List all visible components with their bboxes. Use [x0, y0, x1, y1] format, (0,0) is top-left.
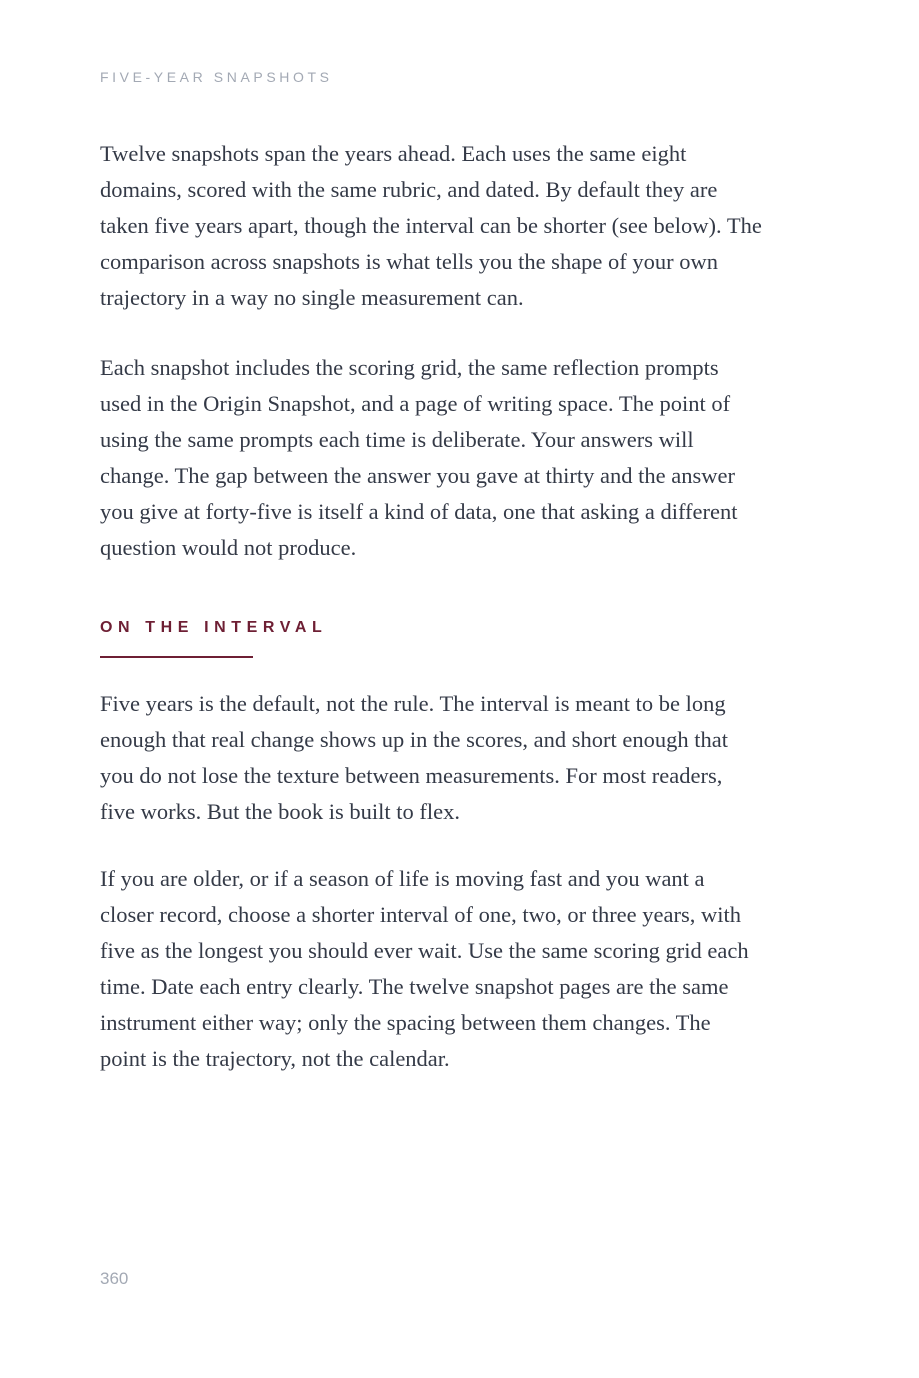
- paragraph-line: taken five years apart, though the interval can be shorter (see below). The: [100, 213, 762, 238]
- paragraph-line: question would not produce.: [100, 535, 357, 560]
- paragraph-1: [100, 136, 762, 316]
- paragraph-line: closer record, choose a shorter interval of one, two, or three years, with: [100, 902, 742, 927]
- paragraph-line: point is the trajectory, not the calendar.: [100, 1046, 450, 1071]
- paragraph-line: Each snapshot includes the scoring grid, the same reflection prompts: [100, 355, 719, 380]
- paragraph-line: you give at forty-five is itself a kind of data, one that asking a different: [100, 499, 738, 524]
- paragraph-line: change. The gap between the answer you gave at thirty and the answer: [100, 463, 735, 488]
- paragraph-line: If you are older, or if a season of life is moving fast and you want a: [100, 866, 705, 891]
- page-number: 360: [100, 1269, 129, 1288]
- paragraph-3: [100, 686, 728, 830]
- paragraph-line: trajectory in a way no single measurement can.: [100, 285, 524, 310]
- paragraph-line: time. Date each entry clearly. The twelve snapshot pages are the same: [100, 974, 729, 999]
- section-heading: ON THE INTERVAL: [100, 619, 328, 636]
- paragraph-line: five works. But the book is built to flex.: [100, 799, 460, 824]
- paragraph-line: five as the longest you should ever wait. Use the same scoring grid each: [100, 938, 749, 963]
- paragraph-line: comparison across snapshots is what tells you the shape of your own: [100, 249, 719, 274]
- paragraph-line: Twelve snapshots span the years ahead. Each uses the same eight: [100, 141, 687, 166]
- running-head: FIVE-YEAR SNAPSHOTS: [100, 69, 333, 85]
- section-heading-rule: [100, 656, 253, 658]
- paragraph-line: using the same prompts each time is deliberate. Your answers will: [100, 427, 694, 452]
- paragraph-line: you do not lose the texture between measurements. For most readers,: [100, 763, 723, 788]
- paragraph-2: [100, 350, 738, 566]
- paragraph-line: instrument either way; only the spacing between them changes. The: [100, 1010, 711, 1035]
- paragraph-line: domains, scored with the same rubric, and dated. By default they are: [100, 177, 718, 202]
- paragraph-line: used in the Origin Snapshot, and a page of writing space. The point of: [100, 391, 731, 416]
- paragraph-line: Five years is the default, not the rule. The interval is meant to be long: [100, 691, 726, 716]
- paragraph-line: enough that real change shows up in the scores, and short enough that: [100, 727, 728, 752]
- paragraph-4: [100, 861, 749, 1077]
